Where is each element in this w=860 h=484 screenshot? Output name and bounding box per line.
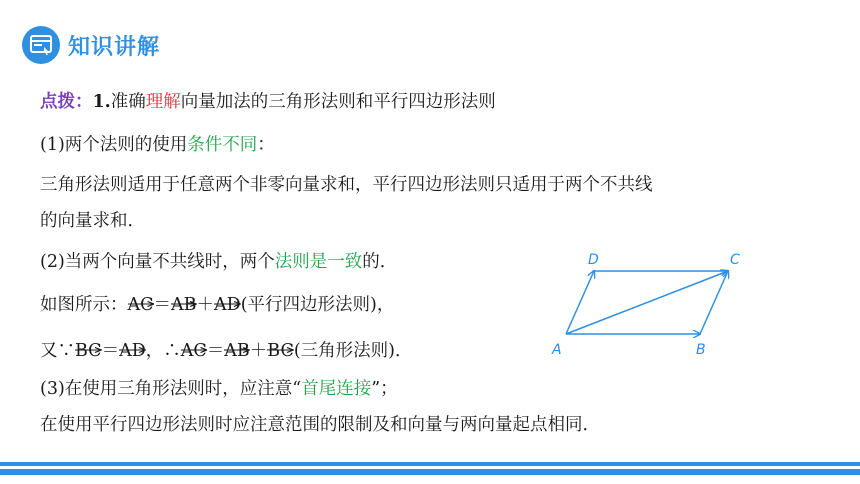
highlight-red: 理解 (145, 92, 181, 112)
line-tip (40, 88, 496, 113)
text-segment: ”； (371, 379, 398, 399)
highlight-green: 条件不同 (187, 135, 258, 155)
line-rule-b: 的向量求和． (40, 211, 145, 231)
text-segment: 准确 (110, 92, 146, 112)
vector-ad: AD (214, 295, 241, 315)
text-segment: (1)两个法则的使用 (40, 135, 188, 155)
text-segment: ，∴ (145, 341, 181, 361)
line-point-3 (40, 375, 398, 400)
vector-bc: BC (267, 341, 294, 361)
text-segment: ＝ (153, 295, 172, 315)
vertex-label-d: D (588, 252, 599, 268)
text-segment: ＝ (206, 341, 225, 361)
tip-label: 点拨： (40, 92, 93, 112)
window-icon (22, 26, 60, 64)
text-segment: ＋ (196, 295, 215, 315)
text-segment: ＋ (249, 341, 268, 361)
text-segment: 又∵ (40, 341, 75, 361)
highlight-green: 首尾连接 (301, 379, 372, 399)
text-segment: 的． (362, 252, 398, 272)
vector-ad: AD (119, 341, 146, 361)
section-header (22, 26, 160, 64)
footer-divider-bottom (0, 469, 860, 475)
vertex-label-b: B (696, 342, 706, 358)
line-rule-a: 三角形法则适用于任意两个非零向量求和，平行四边形法则只适用于两个不共线 (40, 175, 653, 195)
tip-number: 1. (92, 92, 111, 112)
highlight-green: 法则是一致 (274, 252, 363, 272)
line-point-1 (40, 131, 275, 156)
line-equation-2 (40, 337, 413, 362)
text-segment: 向量加法的三角形法则和平行四边形法则 (180, 92, 496, 112)
text-segment: ： (257, 135, 275, 155)
line-point-2 (40, 248, 397, 273)
parallelogram-diagram (548, 248, 748, 358)
vector-ab: AB (171, 295, 197, 315)
text-segment: 如图所示： (40, 295, 128, 315)
footer-divider-top (0, 462, 860, 466)
text-segment: ＝ (101, 341, 120, 361)
vertex-label-c: C (730, 252, 740, 268)
line-equation-1 (40, 291, 394, 316)
line-rule-c: 在使用平行四边形法则时应注意范围的限制及和向量与两向量起点相同． (40, 415, 600, 435)
text-segment: (3)在使用三角形法则时，应注意“ (40, 379, 302, 399)
vector-bc: BC (75, 341, 102, 361)
vector-ab: AB (224, 341, 250, 361)
text-segment: (三角形法则)． (293, 341, 413, 361)
vertex-label-a: A (552, 342, 562, 358)
vector-ac: AC (180, 341, 207, 361)
text-segment: (平行四边形法则)， (240, 295, 395, 315)
vector-ac: AC (127, 295, 154, 315)
text-segment: (2)当两个向量不共线时，两个 (40, 252, 275, 272)
header-title: 知识讲解 (68, 34, 161, 60)
